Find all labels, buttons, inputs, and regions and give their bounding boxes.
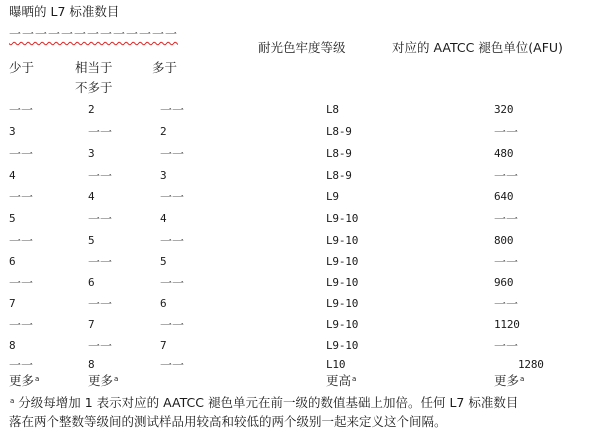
table-row xyxy=(0,357,592,373)
grade-cell: L9 xyxy=(326,190,339,203)
less-cell: 一一 xyxy=(9,234,34,248)
more-cell: 4 xyxy=(160,212,167,225)
footnote-mark: a xyxy=(10,397,15,405)
equal-cell: 一一 xyxy=(88,212,113,226)
afu-cell: 480 xyxy=(494,147,514,160)
more-cell: 一一 xyxy=(160,103,185,117)
grade-cell: L9-10 xyxy=(326,339,359,352)
less-cell: 一一 xyxy=(9,358,34,372)
grade-cell: L8-9 xyxy=(326,169,352,182)
equal-header-line2: 不多于 xyxy=(75,80,113,95)
more-cell: 一一 xyxy=(160,190,185,204)
afu-cell: 一一 xyxy=(494,212,519,226)
more-cell: 一一 xyxy=(160,276,185,290)
grade-cell: 更高$^a$ xyxy=(326,373,357,388)
equal-cell: 更多$^a$ xyxy=(88,373,119,388)
table-row xyxy=(0,296,592,312)
less-cell: 4 xyxy=(9,169,16,182)
equal-cell: 一一 xyxy=(88,169,113,183)
more-cell: 一一 xyxy=(160,147,185,161)
table-row xyxy=(0,254,592,270)
less-cell: 一一 xyxy=(9,190,34,204)
page-title: 曝晒的 L7 标准数目 xyxy=(9,4,120,19)
more-cell: 一一 xyxy=(160,318,185,332)
more-cell: 一一 xyxy=(160,234,185,248)
equal-cell: 8 xyxy=(88,358,95,371)
table-row xyxy=(0,317,592,333)
equal-cell: 2 xyxy=(88,103,95,116)
grade-cell: L8-9 xyxy=(326,147,352,160)
more-cell: 6 xyxy=(160,297,167,310)
afu-cell: 一一 xyxy=(494,255,519,269)
grade-cell: L8 xyxy=(326,103,339,116)
afu-cell: 一一 xyxy=(494,169,519,183)
title-underline: 一一一一一一一一一一一一一 xyxy=(9,27,179,41)
afu-cell: 960 xyxy=(494,276,514,289)
table-row-final xyxy=(0,373,592,389)
less-cell: 更多$^a$ xyxy=(9,373,40,388)
equal-cell: 5 xyxy=(88,234,95,247)
afu-cell: 一一 xyxy=(494,125,519,139)
grade-cell: L9-10 xyxy=(326,276,359,289)
less-cell: 一一 xyxy=(9,103,34,117)
less-cell: 一一 xyxy=(9,147,34,161)
table-row xyxy=(0,102,592,118)
afu-cell: 一一 xyxy=(494,339,519,353)
table-row xyxy=(0,233,592,249)
less-cell: 7 xyxy=(9,297,16,310)
aatcc-units-header: 对应的 AATCC 褪色单位(AFU) xyxy=(392,40,563,55)
equal-cell: 7 xyxy=(88,318,95,331)
table-row xyxy=(0,124,592,140)
footnote-line-1: $^a$ 分级每增加 1 表示对应的 AATCC 褪色单元在前一级的数值基础上加倍。任何 L7 标准数目 xyxy=(10,395,519,410)
equal-cell: 6 xyxy=(88,276,95,289)
table-row xyxy=(0,189,592,205)
more-cell: 3 xyxy=(160,169,167,182)
less-cell: 8 xyxy=(9,339,16,352)
less-cell: 一一 xyxy=(9,276,34,290)
table-row xyxy=(0,146,592,162)
afu-cell: 1120 xyxy=(494,318,520,331)
equal-cell: 4 xyxy=(88,190,95,203)
table-row xyxy=(0,168,592,184)
equal-cell: 一一 xyxy=(88,255,113,269)
equal-cell: 一一 xyxy=(88,297,113,311)
lightfastness-grade-header: 耐光色牢度等级 xyxy=(258,40,346,55)
more-cell: 7 xyxy=(160,339,167,352)
equal-header-line1: 相当于 xyxy=(75,60,113,75)
grade-cell: L9-10 xyxy=(326,318,359,331)
grade-cell: L9-10 xyxy=(326,297,359,310)
afu-cell: 更多$^a$ xyxy=(494,373,525,388)
grade-cell: L10 xyxy=(326,358,346,371)
footnote-line-2: 落在两个整数等级间的测试样品用较高和较低的两个级别一起来定义这个间隔。 xyxy=(9,414,447,429)
afu-cell: 一一 xyxy=(494,297,519,311)
grade-cell: L9-10 xyxy=(326,255,359,268)
table-row xyxy=(0,275,592,291)
less-cell: 6 xyxy=(9,255,16,268)
more-cell: 5 xyxy=(160,255,167,268)
table-row xyxy=(0,211,592,227)
afu-cell: 320 xyxy=(494,103,514,116)
afu-cell: 1280 xyxy=(518,358,544,371)
table-row xyxy=(0,338,592,354)
equal-cell: 3 xyxy=(88,147,95,160)
equal-cell: 一一 xyxy=(88,339,113,353)
grade-cell: L8-9 xyxy=(326,125,352,138)
grade-cell: L9-10 xyxy=(326,234,359,247)
more-cell: 一一 xyxy=(160,358,185,372)
more-cell: 2 xyxy=(160,125,167,138)
grade-cell: L9-10 xyxy=(326,212,359,225)
less-cell: 3 xyxy=(9,125,16,138)
less-than-header: 少于 xyxy=(9,60,35,75)
less-cell: 5 xyxy=(9,212,16,225)
afu-cell: 640 xyxy=(494,190,514,203)
less-cell: 一一 xyxy=(9,318,34,332)
equal-cell: 一一 xyxy=(88,125,113,139)
afu-cell: 800 xyxy=(494,234,514,247)
more-than-header: 多于 xyxy=(152,60,178,75)
